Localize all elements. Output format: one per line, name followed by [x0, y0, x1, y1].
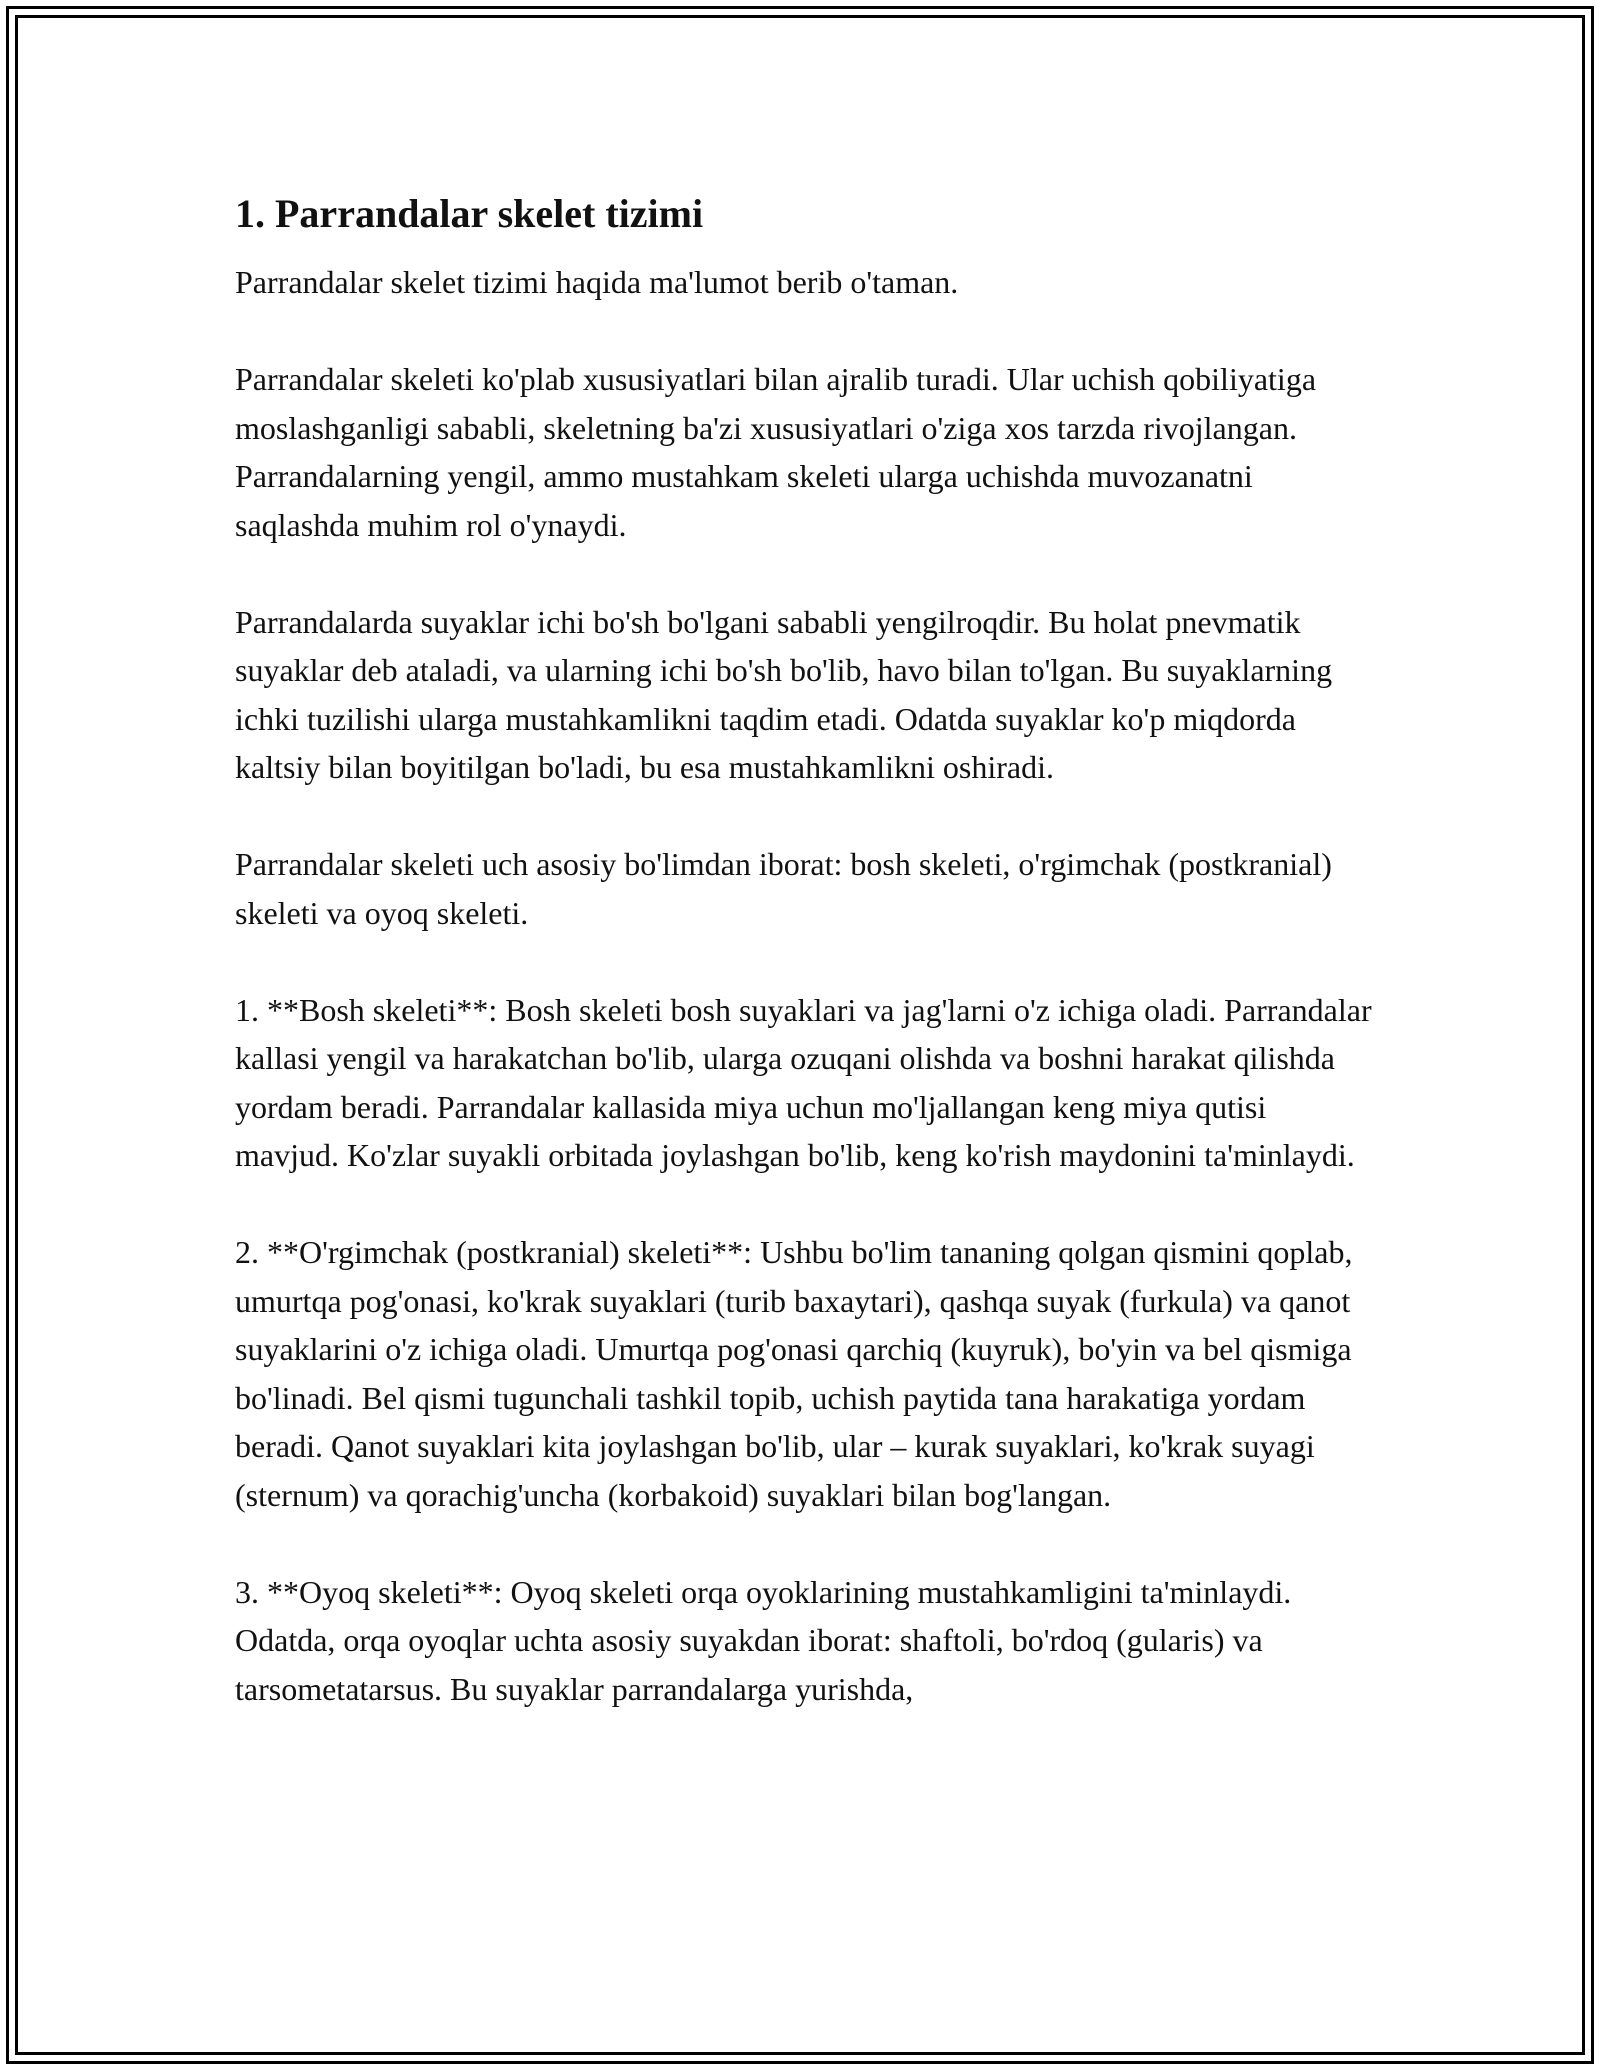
- list-item-skull: 1. **Bosh skeleti**: Bosh skeleti bosh suyaklari va jag'larni o'z ichiga oladi. Parrandalar kallasi yengil va harakatchan bo'lib, ularga ozuqani olishda va boshni harakat qilishda yordam beradi. Parrandalar kallasida miya uchun mo'ljallangan keng miya qutisi mavjud. Ko'zlar suyakli orbitada joylashgan bo'lib, keng ko'rish maydonini ta'minlaydi.: [235, 991, 1372, 1173]
- paragraph-skeleton-parts: Parrandalar skeleti uch asosiy bo'limdan iborat: bosh skeleti, o'rgimchak (postkranial) skeleti va oyoq skeleti.: [235, 846, 1332, 931]
- document-body: [235, 186, 1375, 1713]
- paragraph-overview: Parrandalar skeleti ko'plab xususiyatlari bilan ajralib turadi. Ular uchish qobiliyatiga moslashganligi sababli, skeletning ba'zi xususiyatlari o'ziga xos tarzda rivojlangan. Parrandalarning yengil, ammo mustahkam skeleti ularga uchishda muvozanatni saqlashda muhim rol o'ynaydi.: [235, 361, 1317, 543]
- section-heading: 1. Parrandalar skelet tizimi: [235, 191, 704, 236]
- paragraph-pneumatic-bones: Parrandalarda suyaklar ichi bo'sh bo'lgani sababli yengilroqdir. Bu holat pnevmatik suyaklar deb ataladi, va ularning ichi bo'sh bo'lib, havo bilan to'lgan. Bu suyaklarning ichki tuzilishi ularga mustahkamlikni taqdim etadi. Odatda suyaklar ko'p miqdorda kaltsiy bilan boyitilgan bo'ladi, bu esa mustahkamlikni oshiradi.: [235, 603, 1333, 785]
- list-item-postcranial: 2. **O'rgimchak (postkranial) skeleti**: Ushbu bo'lim tananing qolgan qismini qoplab, umurtqa pog'onasi, ko'krak suyaklari (turib baxaytari), qashqa suyak (furkula) va qanot suyaklarini o'z ichiga oladi. Umurtqa pog'onasi qarchiq (kuyruk), bo'yin va bel qismiga bo'linadi. Bel qismi tugunchali tashkil topib, uchish paytida tana harakatiga yordam beradi. Qanot suyaklari kita joylashgan bo'lib, ular – kurak suyaklari, ko'krak suyagi (sternum) va qorachig'uncha (korbakoid) suyaklari bilan bog'langan.: [235, 1234, 1353, 1513]
- list-item-leg: 3. **Oyoq skeleti**: Oyoq skeleti orqa oyoklarining mustahkamligini ta'minlaydi. Odatda, orqa oyoqlar uchta asosiy suyakdan iborat: shaftoli, bo'rdoq (gularis) va tarsometatarsus. Bu suyaklar parrandalarga yurishda,: [235, 1573, 1292, 1707]
- paragraph-intro: Parrandalar skelet tizimi haqida ma'lumot berib o'taman.: [235, 264, 959, 300]
